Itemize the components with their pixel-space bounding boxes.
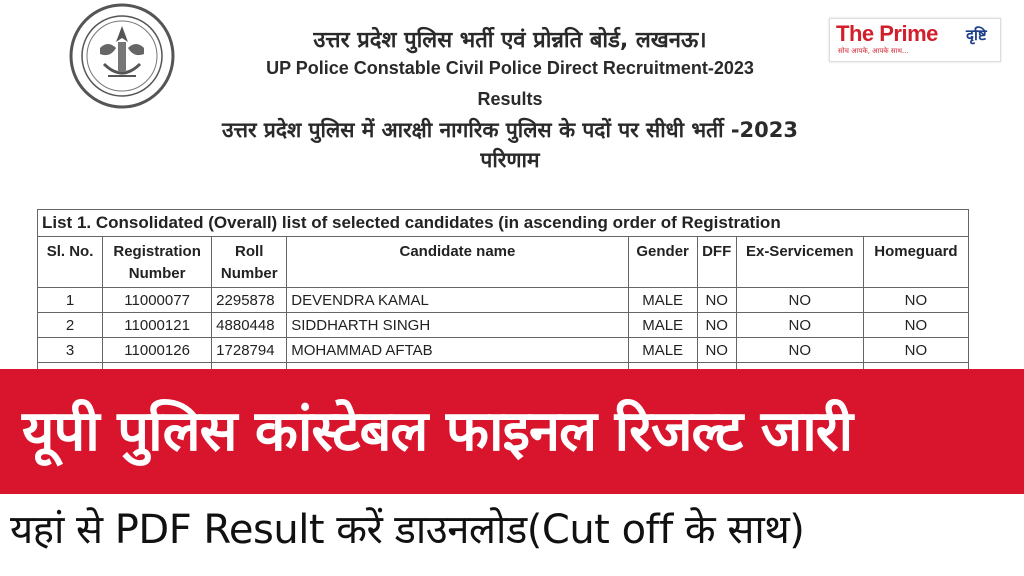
board-name-hindi: उत्तर प्रदेश पुलिस भर्ती एवं प्रोन्नति बोर्ड, लखनऊ। (313, 28, 707, 53)
cell-candidate: SIDDHARTH SINGH (287, 313, 628, 338)
col-header-gender: Gender (628, 237, 697, 288)
cell-homeguard: NO (863, 313, 968, 338)
results-label-english: Results (477, 89, 543, 109)
results-table (37, 209, 969, 388)
cell-ex-servicemen: NO (736, 313, 863, 338)
table-header-row (38, 237, 969, 288)
cell-ex-servicemen: NO (736, 338, 863, 363)
cell-sl-no: 3 (38, 338, 103, 363)
cell-dff: NO (697, 313, 736, 338)
cell-registration: 11000126 (103, 338, 212, 363)
cell-sl-no: 1 (38, 288, 103, 313)
brand-name: The Prime (836, 21, 938, 46)
cell-sl-no: 2 (38, 313, 103, 338)
cell-dff: NO (697, 288, 736, 313)
cell-homeguard: NO (863, 338, 968, 363)
recruitment-title-hindi: उत्तर प्रदेश पुलिस में आरक्षी नागरिक पुलिस के पदों पर सीधी भर्ती -2023 (222, 118, 798, 142)
cell-candidate: MOHAMMAD AFTAB (287, 338, 628, 363)
cell-gender: MALE (628, 313, 697, 338)
download-pdf-link[interactable]: यहां से PDF Result करें डाउनलोड(Cut off के साथ) (10, 507, 805, 553)
col-header-dff: DFF (697, 237, 736, 288)
col-header-roll: Roll Number (212, 237, 287, 288)
cell-gender: MALE (628, 338, 697, 363)
brand-logo[interactable] (829, 18, 1001, 62)
cell-homeguard: NO (863, 288, 968, 313)
cell-registration: 11000077 (103, 288, 212, 313)
cell-ex-servicemen: NO (736, 288, 863, 313)
cell-roll: 1728794 (212, 338, 287, 363)
table-row (38, 313, 969, 338)
table-row (38, 288, 969, 313)
results-label-hindi: परिणाम (480, 148, 540, 172)
cropped-text-row (0, 566, 1024, 576)
brand-tagline: सोच आपके, आपके साथ... (838, 47, 909, 55)
cell-candidate: DEVENDRA KAMAL (287, 288, 628, 313)
col-header-ex-servicemen: Ex-Servicemen (736, 237, 863, 288)
cell-roll: 2295878 (212, 288, 287, 313)
col-header-homeguard: Homeguard (863, 237, 968, 288)
col-header-sl-no: Sl. No. (38, 237, 103, 288)
col-header-registration: Registration Number (103, 237, 212, 288)
cell-roll: 4880448 (212, 313, 287, 338)
recruitment-title-english: UP Police Constable Civil Police Direct Recruitment-2023 (266, 58, 754, 78)
cell-registration: 11000121 (103, 313, 212, 338)
brand-suffix: दृष्टि (966, 26, 987, 44)
headline-text: यूपी पुलिस कांस्टेबल फाइनल रिजल्ट जारी (22, 399, 853, 464)
cell-dff: NO (697, 338, 736, 363)
cell-gender: MALE (628, 288, 697, 313)
table-row (38, 338, 969, 363)
col-header-candidate: Candidate name (287, 237, 628, 288)
headline-banner (0, 369, 1024, 494)
table-caption: List 1. Consolidated (Overall) list of selected candidates (in ascending order of Registration (38, 210, 969, 237)
